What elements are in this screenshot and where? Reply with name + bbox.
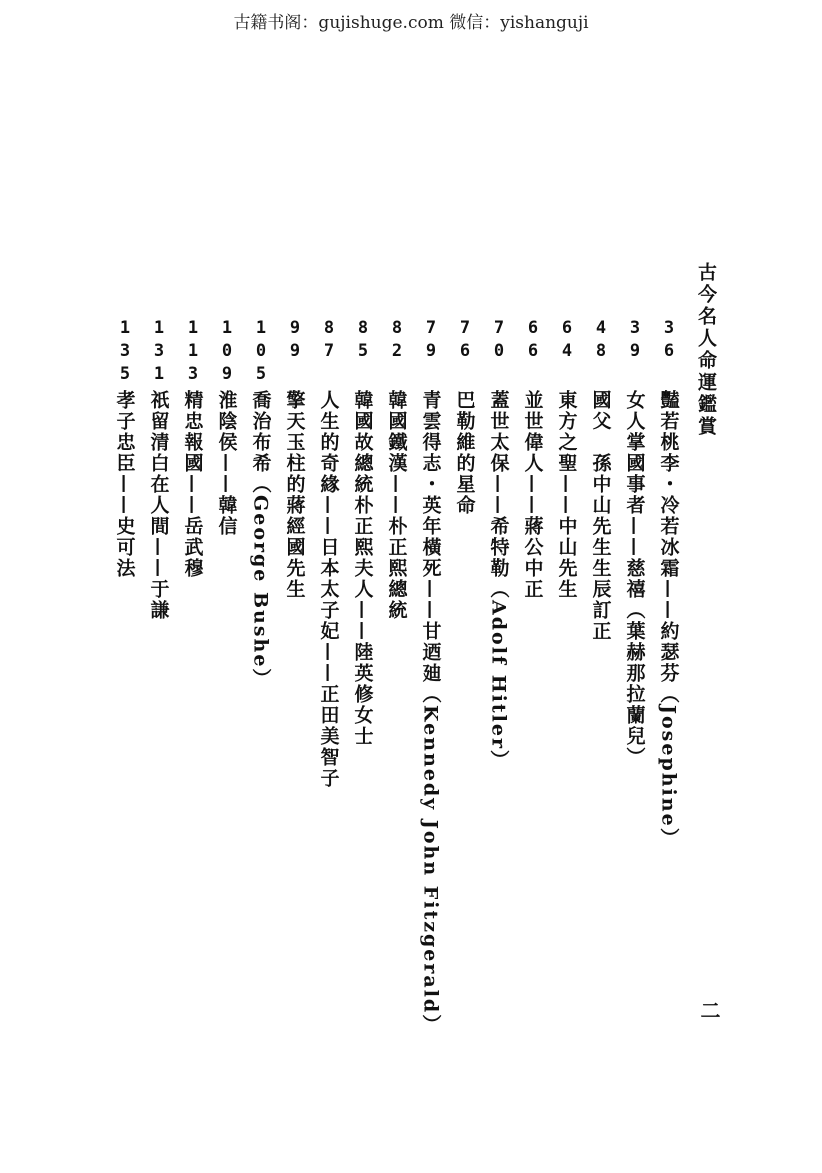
toc-title: 喬治布希（George Bushe） xyxy=(249,390,272,690)
toc-entry xyxy=(282,318,308,1035)
toc-title: 韓國鐵漢——朴正熙總統 xyxy=(385,390,408,621)
toc-page-number: 76 xyxy=(455,318,475,364)
toc-entry xyxy=(112,318,138,1035)
table-of-contents xyxy=(112,318,682,1035)
toc-entry xyxy=(146,318,172,1035)
toc-title: 淮陰侯——韓信 xyxy=(215,390,238,537)
toc-entry xyxy=(554,318,580,1035)
toc-title: 祇留清白在人間——于謙 xyxy=(147,390,170,621)
toc-title: 青雲得志・英年橫死——甘迺廸（Kennedy John Fitzgerald） xyxy=(419,390,442,1036)
toc-entry xyxy=(214,318,240,1035)
toc-page-number: 70 xyxy=(489,318,509,364)
toc-page-number: 39 xyxy=(625,318,645,364)
toc-entry xyxy=(486,318,512,1035)
page-folio: 二 xyxy=(697,1000,721,1020)
toc-page-number: 82 xyxy=(387,318,407,364)
toc-page-number: 87 xyxy=(319,318,339,364)
toc-page-number: 48 xyxy=(591,318,611,364)
toc-page-number: 99 xyxy=(285,318,305,364)
toc-page-number: 135 xyxy=(115,318,135,387)
toc-entry xyxy=(622,318,648,1035)
toc-title: 孝子忠臣——史可法 xyxy=(113,390,136,579)
toc-title: 國父 孫中山先生生辰訂正 xyxy=(589,390,612,642)
toc-title: 巴勒維的星命 xyxy=(453,390,476,516)
toc-title: 並世偉人——蔣公中正 xyxy=(521,390,544,600)
toc-title: 精忠報國——岳武穆 xyxy=(181,390,204,579)
toc-entry xyxy=(520,318,546,1035)
toc-page-number: 131 xyxy=(149,318,169,387)
toc-entry xyxy=(656,318,682,1035)
toc-entry xyxy=(384,318,410,1035)
toc-page-number: 64 xyxy=(557,318,577,364)
toc-title: 女人掌國事者——慈禧（葉赫那拉蘭兒） xyxy=(623,390,646,768)
toc-entry xyxy=(588,318,614,1035)
toc-page-number: 36 xyxy=(659,318,679,364)
toc-entry xyxy=(180,318,206,1035)
toc-page-number: 66 xyxy=(523,318,543,364)
toc-page-number: 79 xyxy=(421,318,441,364)
running-head: 古今名人命運鑑賞 xyxy=(695,262,717,438)
toc-title: 東方之聖——中山先生 xyxy=(555,390,578,600)
toc-title: 擎天玉柱的蔣經國先生 xyxy=(283,390,306,600)
toc-title: 人生的奇緣——日本太子妃——正田美智子 xyxy=(317,390,340,789)
toc-title: 豔若桃李・冷若冰霜——約瑟芬（Josephine） xyxy=(657,390,680,849)
toc-title: 韓國故總統朴正熙夫人——陸英修女士 xyxy=(351,390,374,747)
toc-entry xyxy=(350,318,376,1035)
toc-entry xyxy=(248,318,274,1035)
watermark-text: 古籍书阁：gujishuge.com 微信：yishanguji xyxy=(233,13,589,33)
toc-page-number: 109 xyxy=(217,318,237,387)
toc-page-number: 105 xyxy=(251,318,271,387)
toc-entry xyxy=(418,318,444,1035)
toc-page-number: 85 xyxy=(353,318,373,364)
toc-title: 蓋世太保——希特勒（Adolf Hitler） xyxy=(487,390,510,771)
toc-entry xyxy=(452,318,478,1035)
toc-entry xyxy=(316,318,342,1035)
toc-page-number: 113 xyxy=(183,318,203,387)
